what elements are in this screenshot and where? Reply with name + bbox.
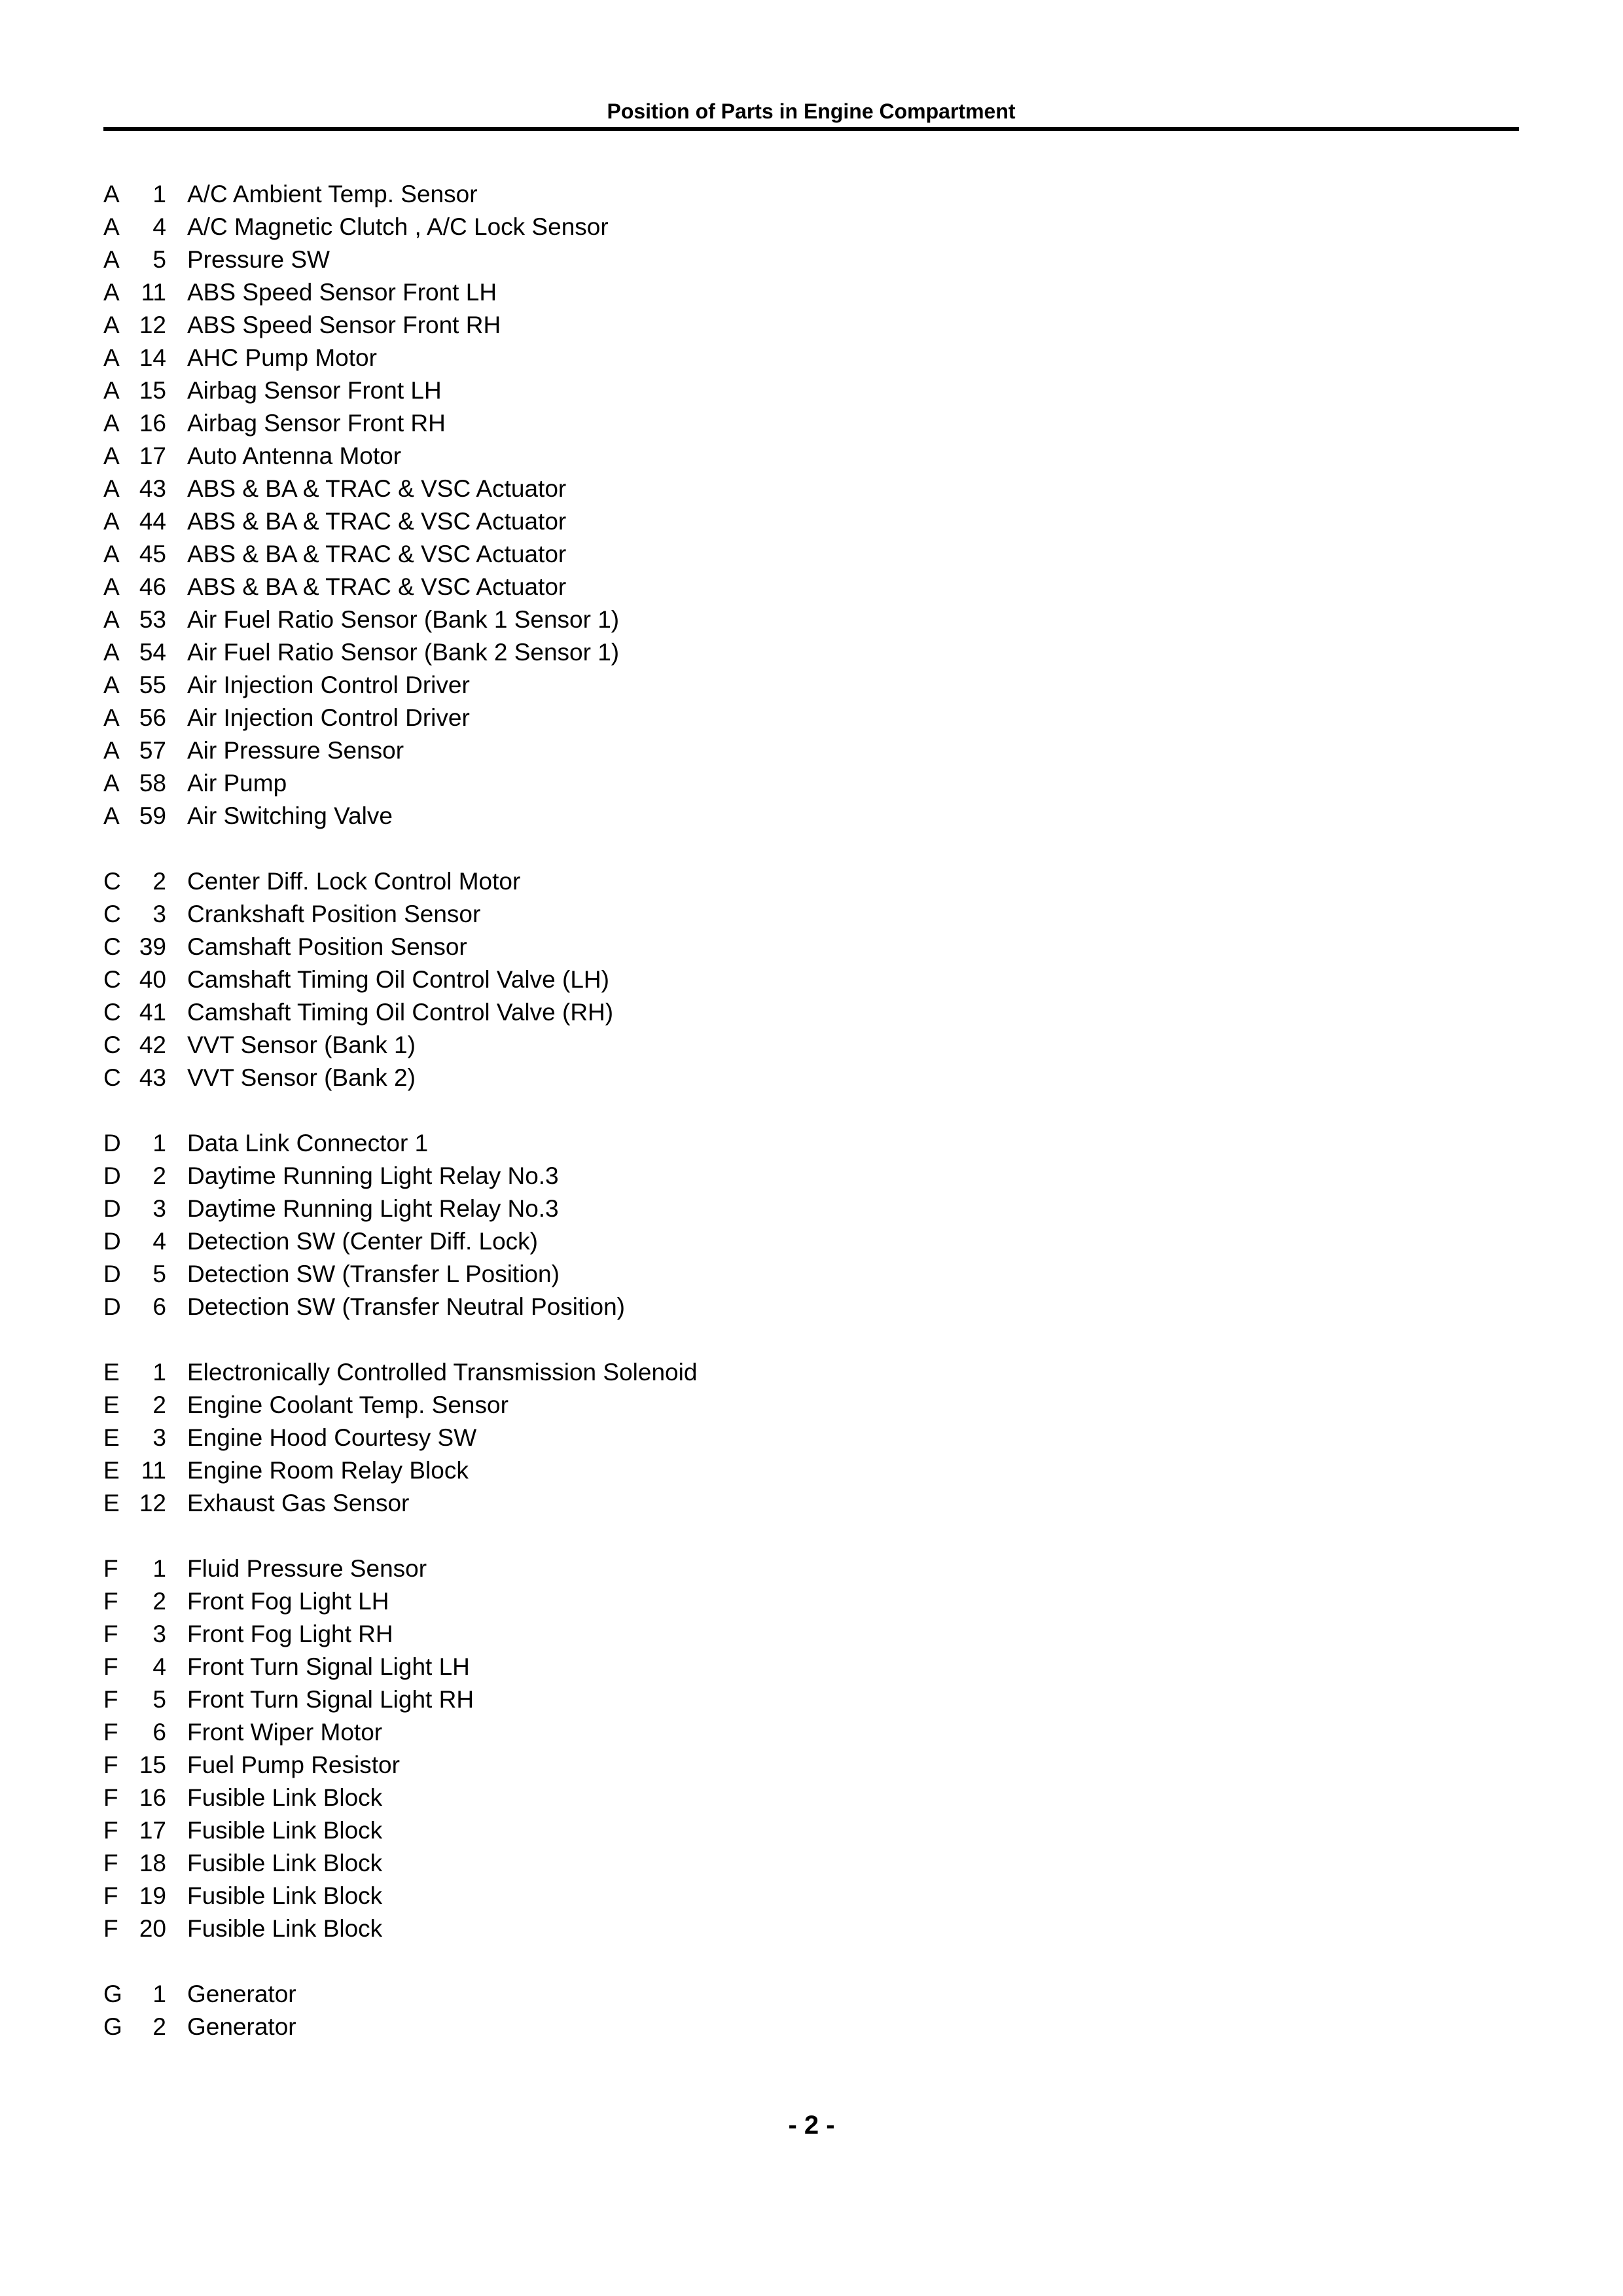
connector-number: 3 xyxy=(152,1195,166,1222)
list-item xyxy=(103,1062,1281,1094)
connector-letter: F xyxy=(103,1850,118,1876)
list-item xyxy=(103,1454,1281,1487)
connector-number: 2 xyxy=(152,1391,166,1418)
parts-group-f xyxy=(103,1552,1281,1945)
part-description: ABS Speed Sensor Front LH xyxy=(187,279,497,306)
connector-letter: A xyxy=(103,508,120,535)
connector-number: 39 xyxy=(139,933,166,960)
connector-number: 43 xyxy=(139,475,166,502)
parts-group-c xyxy=(103,865,1281,1094)
parts-group-d xyxy=(103,1127,1281,1323)
connector-number: 4 xyxy=(152,1653,166,1680)
list-item xyxy=(103,309,1281,342)
list-item xyxy=(103,1389,1281,1422)
connector-letter: A xyxy=(103,639,120,666)
list-item xyxy=(103,1814,1281,1847)
connector-letter: A xyxy=(103,737,120,764)
connector-number: 59 xyxy=(139,802,166,829)
list-item xyxy=(103,1552,1281,1585)
list-item xyxy=(103,571,1281,603)
connector-letter: F xyxy=(103,1915,118,1942)
connector-number: 54 xyxy=(139,639,166,666)
connector-letter: E xyxy=(103,1391,120,1418)
connector-number: 46 xyxy=(139,573,166,600)
connector-letter: A xyxy=(103,246,120,273)
parts-group-e xyxy=(103,1356,1281,1520)
part-description: Detection SW (Center Diff. Lock) xyxy=(187,1228,538,1255)
list-item xyxy=(103,767,1281,800)
part-description: Auto Antenna Motor xyxy=(187,442,402,469)
list-item xyxy=(103,669,1281,702)
list-item xyxy=(103,800,1281,833)
part-description: A/C Ambient Temp. Sensor xyxy=(187,181,478,207)
connector-letter: A xyxy=(103,410,120,437)
part-description: VVT Sensor (Bank 1) xyxy=(187,1031,416,1058)
part-description: Front Wiper Motor xyxy=(187,1719,383,1746)
part-description: ABS Speed Sensor Front RH xyxy=(187,312,501,338)
connector-letter: C xyxy=(103,1064,121,1091)
connector-number: 43 xyxy=(139,1064,166,1091)
connector-number: 5 xyxy=(152,1261,166,1287)
part-description: Engine Coolant Temp. Sensor xyxy=(187,1391,508,1418)
part-description: Fusible Link Block xyxy=(187,1850,383,1876)
connector-number: 2 xyxy=(152,2013,166,2040)
part-description: Front Fog Light LH xyxy=(187,1588,389,1615)
connector-letter: G xyxy=(103,1981,122,2007)
part-description: Fusible Link Block xyxy=(187,1915,383,1942)
connector-number: 4 xyxy=(152,213,166,240)
connector-letter: A xyxy=(103,377,120,404)
connector-letter: E xyxy=(103,1424,120,1451)
part-description: Pressure SW xyxy=(187,246,330,273)
part-description: Crankshaft Position Sensor xyxy=(187,901,481,927)
list-item xyxy=(103,1782,1281,1814)
connector-letter: F xyxy=(103,1653,118,1680)
list-item xyxy=(103,1029,1281,1062)
connector-letter: D xyxy=(103,1130,121,1157)
connector-number: 16 xyxy=(139,1784,166,1811)
list-item xyxy=(103,1291,1281,1323)
connector-number: 1 xyxy=(152,1555,166,1582)
parts-list xyxy=(103,178,1281,2076)
connector-number: 17 xyxy=(139,1817,166,1844)
list-item xyxy=(103,342,1281,374)
part-description: Front Turn Signal Light LH xyxy=(187,1653,470,1680)
list-item xyxy=(103,1912,1281,1945)
connector-letter: A xyxy=(103,541,120,567)
connector-letter: C xyxy=(103,901,121,927)
connector-number: 1 xyxy=(152,1359,166,1386)
list-item xyxy=(103,1258,1281,1291)
connector-number: 57 xyxy=(139,737,166,764)
part-description: VVT Sensor (Bank 2) xyxy=(187,1064,416,1091)
part-description: ABS & BA & TRAC & VSC Actuator xyxy=(187,475,567,502)
connector-letter: A xyxy=(103,770,120,797)
connector-letter: F xyxy=(103,1588,118,1615)
connector-number: 15 xyxy=(139,1751,166,1778)
connector-letter: F xyxy=(103,1621,118,1647)
connector-number: 58 xyxy=(139,770,166,797)
part-description: AHC Pump Motor xyxy=(187,344,377,371)
connector-letter: A xyxy=(103,181,120,207)
list-item xyxy=(103,1683,1281,1716)
connector-letter: A xyxy=(103,475,120,502)
part-description: Daytime Running Light Relay No.3 xyxy=(187,1162,559,1189)
connector-number: 15 xyxy=(139,377,166,404)
part-description: Front Turn Signal Light RH xyxy=(187,1686,474,1713)
connector-number: 1 xyxy=(152,181,166,207)
list-item xyxy=(103,473,1281,505)
connector-letter: C xyxy=(103,999,121,1026)
list-item xyxy=(103,996,1281,1029)
part-description: Air Injection Control Driver xyxy=(187,704,470,731)
part-description: Daytime Running Light Relay No.3 xyxy=(187,1195,559,1222)
connector-letter: F xyxy=(103,1555,118,1582)
part-description: Airbag Sensor Front RH xyxy=(187,410,446,437)
parts-group-g xyxy=(103,1978,1281,2043)
connector-letter: A xyxy=(103,442,120,469)
part-description: Fluid Pressure Sensor xyxy=(187,1555,427,1582)
list-item xyxy=(103,538,1281,571)
part-description: Front Fog Light RH xyxy=(187,1621,393,1647)
part-description: Air Fuel Ratio Sensor (Bank 2 Sensor 1) xyxy=(187,639,620,666)
list-item xyxy=(103,178,1281,211)
list-item xyxy=(103,1847,1281,1880)
list-item xyxy=(103,243,1281,276)
connector-number: 2 xyxy=(152,1162,166,1189)
connector-number: 2 xyxy=(152,1588,166,1615)
list-item xyxy=(103,2011,1281,2043)
part-description: Data Link Connector 1 xyxy=(187,1130,429,1157)
connector-number: 3 xyxy=(152,1424,166,1451)
connector-letter: C xyxy=(103,868,121,895)
list-item xyxy=(103,1716,1281,1749)
connector-letter: D xyxy=(103,1228,121,1255)
connector-number: 3 xyxy=(152,1621,166,1647)
part-description: Airbag Sensor Front LH xyxy=(187,377,442,404)
connector-letter: A xyxy=(103,213,120,240)
list-item xyxy=(103,1978,1281,2011)
connector-letter: A xyxy=(103,704,120,731)
connector-number: 12 xyxy=(139,1490,166,1516)
part-description: Fusible Link Block xyxy=(187,1882,383,1909)
part-description: Fusible Link Block xyxy=(187,1784,383,1811)
connector-number: 11 xyxy=(141,1457,166,1484)
part-description: A/C Magnetic Clutch , A/C Lock Sensor xyxy=(187,213,609,240)
connector-letter: F xyxy=(103,1817,118,1844)
list-item xyxy=(103,1749,1281,1782)
list-item xyxy=(103,211,1281,243)
connector-letter: A xyxy=(103,672,120,698)
list-item xyxy=(103,1356,1281,1389)
connector-number: 41 xyxy=(139,999,166,1026)
list-item xyxy=(103,1651,1281,1683)
connector-number: 42 xyxy=(139,1031,166,1058)
connector-letter: F xyxy=(103,1719,118,1746)
connector-number: 56 xyxy=(139,704,166,731)
list-item xyxy=(103,1618,1281,1651)
page-title: Position of Parts in Engine Compartment xyxy=(607,99,1016,123)
connector-number: 40 xyxy=(139,966,166,993)
list-item xyxy=(103,1880,1281,1912)
list-item xyxy=(103,1585,1281,1618)
list-item xyxy=(103,963,1281,996)
connector-number: 16 xyxy=(139,410,166,437)
connector-letter: C xyxy=(103,966,121,993)
part-description: ABS & BA & TRAC & VSC Actuator xyxy=(187,508,567,535)
connector-letter: D xyxy=(103,1195,121,1222)
connector-number: 53 xyxy=(139,606,166,633)
list-item xyxy=(103,603,1281,636)
list-item xyxy=(103,898,1281,931)
connector-letter: F xyxy=(103,1784,118,1811)
connector-number: 55 xyxy=(139,672,166,698)
connector-letter: F xyxy=(103,1751,118,1778)
connector-number: 20 xyxy=(139,1915,166,1942)
connector-number: 14 xyxy=(139,344,166,371)
part-description: ABS & BA & TRAC & VSC Actuator xyxy=(187,541,567,567)
page-number: - 2 - xyxy=(788,2111,835,2140)
part-description: Fuel Pump Resistor xyxy=(187,1751,400,1778)
list-item xyxy=(103,702,1281,734)
connector-number: 3 xyxy=(152,901,166,927)
list-item xyxy=(103,1127,1281,1160)
part-description: Camshaft Timing Oil Control Valve (LH) xyxy=(187,966,609,993)
connector-number: 12 xyxy=(139,312,166,338)
connector-number: 4 xyxy=(152,1228,166,1255)
list-item xyxy=(103,440,1281,473)
connector-letter: D xyxy=(103,1293,121,1320)
connector-letter: C xyxy=(103,933,121,960)
connector-letter: F xyxy=(103,1882,118,1909)
list-item xyxy=(103,865,1281,898)
part-description: Air Pressure Sensor xyxy=(187,737,404,764)
part-description: Detection SW (Transfer Neutral Position) xyxy=(187,1293,625,1320)
part-description: Detection SW (Transfer L Position) xyxy=(187,1261,560,1287)
list-item xyxy=(103,407,1281,440)
list-item xyxy=(103,1487,1281,1520)
connector-letter: A xyxy=(103,344,120,371)
part-description: Camshaft Position Sensor xyxy=(187,933,467,960)
header-divider xyxy=(103,127,1519,131)
connector-number: 5 xyxy=(152,246,166,273)
list-item xyxy=(103,734,1281,767)
connector-letter: D xyxy=(103,1162,121,1189)
part-description: Air Switching Valve xyxy=(187,802,393,829)
part-description: ABS & BA & TRAC & VSC Actuator xyxy=(187,573,567,600)
connector-letter: D xyxy=(103,1261,121,1287)
part-description: Air Pump xyxy=(187,770,287,797)
connector-letter: E xyxy=(103,1457,120,1484)
part-description: Generator xyxy=(187,1981,296,2007)
part-description: Fusible Link Block xyxy=(187,1817,383,1844)
connector-number: 44 xyxy=(139,508,166,535)
list-item xyxy=(103,1422,1281,1454)
list-item xyxy=(103,636,1281,669)
connector-number: 19 xyxy=(139,1882,166,1909)
list-item xyxy=(103,1225,1281,1258)
connector-letter: A xyxy=(103,573,120,600)
part-description: Exhaust Gas Sensor xyxy=(187,1490,410,1516)
connector-letter: F xyxy=(103,1686,118,1713)
connector-number: 1 xyxy=(152,1130,166,1157)
connector-number: 2 xyxy=(152,868,166,895)
part-description: Center Diff. Lock Control Motor xyxy=(187,868,521,895)
connector-number: 6 xyxy=(152,1719,166,1746)
list-item xyxy=(103,276,1281,309)
parts-group-a xyxy=(103,178,1281,833)
connector-letter: E xyxy=(103,1359,120,1386)
connector-number: 17 xyxy=(139,442,166,469)
connector-letter: A xyxy=(103,279,120,306)
connector-letter: A xyxy=(103,606,120,633)
part-description: Engine Hood Courtesy SW xyxy=(187,1424,477,1451)
part-description: Generator xyxy=(187,2013,296,2040)
connector-letter: C xyxy=(103,1031,121,1058)
list-item xyxy=(103,931,1281,963)
part-description: Electronically Controlled Transmission Solenoid xyxy=(187,1359,698,1386)
list-item xyxy=(103,1160,1281,1193)
part-description: Air Fuel Ratio Sensor (Bank 1 Sensor 1) xyxy=(187,606,620,633)
connector-number: 6 xyxy=(152,1293,166,1320)
connector-letter: A xyxy=(103,312,120,338)
connector-letter: G xyxy=(103,2013,122,2040)
connector-number: 45 xyxy=(139,541,166,567)
connector-number: 11 xyxy=(141,279,166,306)
connector-number: 18 xyxy=(139,1850,166,1876)
connector-number: 5 xyxy=(152,1686,166,1713)
list-item xyxy=(103,505,1281,538)
connector-number: 1 xyxy=(152,1981,166,2007)
part-description: Air Injection Control Driver xyxy=(187,672,470,698)
connector-letter: E xyxy=(103,1490,120,1516)
part-description: Engine Room Relay Block xyxy=(187,1457,469,1484)
connector-letter: A xyxy=(103,802,120,829)
list-item xyxy=(103,1193,1281,1225)
part-description: Camshaft Timing Oil Control Valve (RH) xyxy=(187,999,614,1026)
list-item xyxy=(103,374,1281,407)
